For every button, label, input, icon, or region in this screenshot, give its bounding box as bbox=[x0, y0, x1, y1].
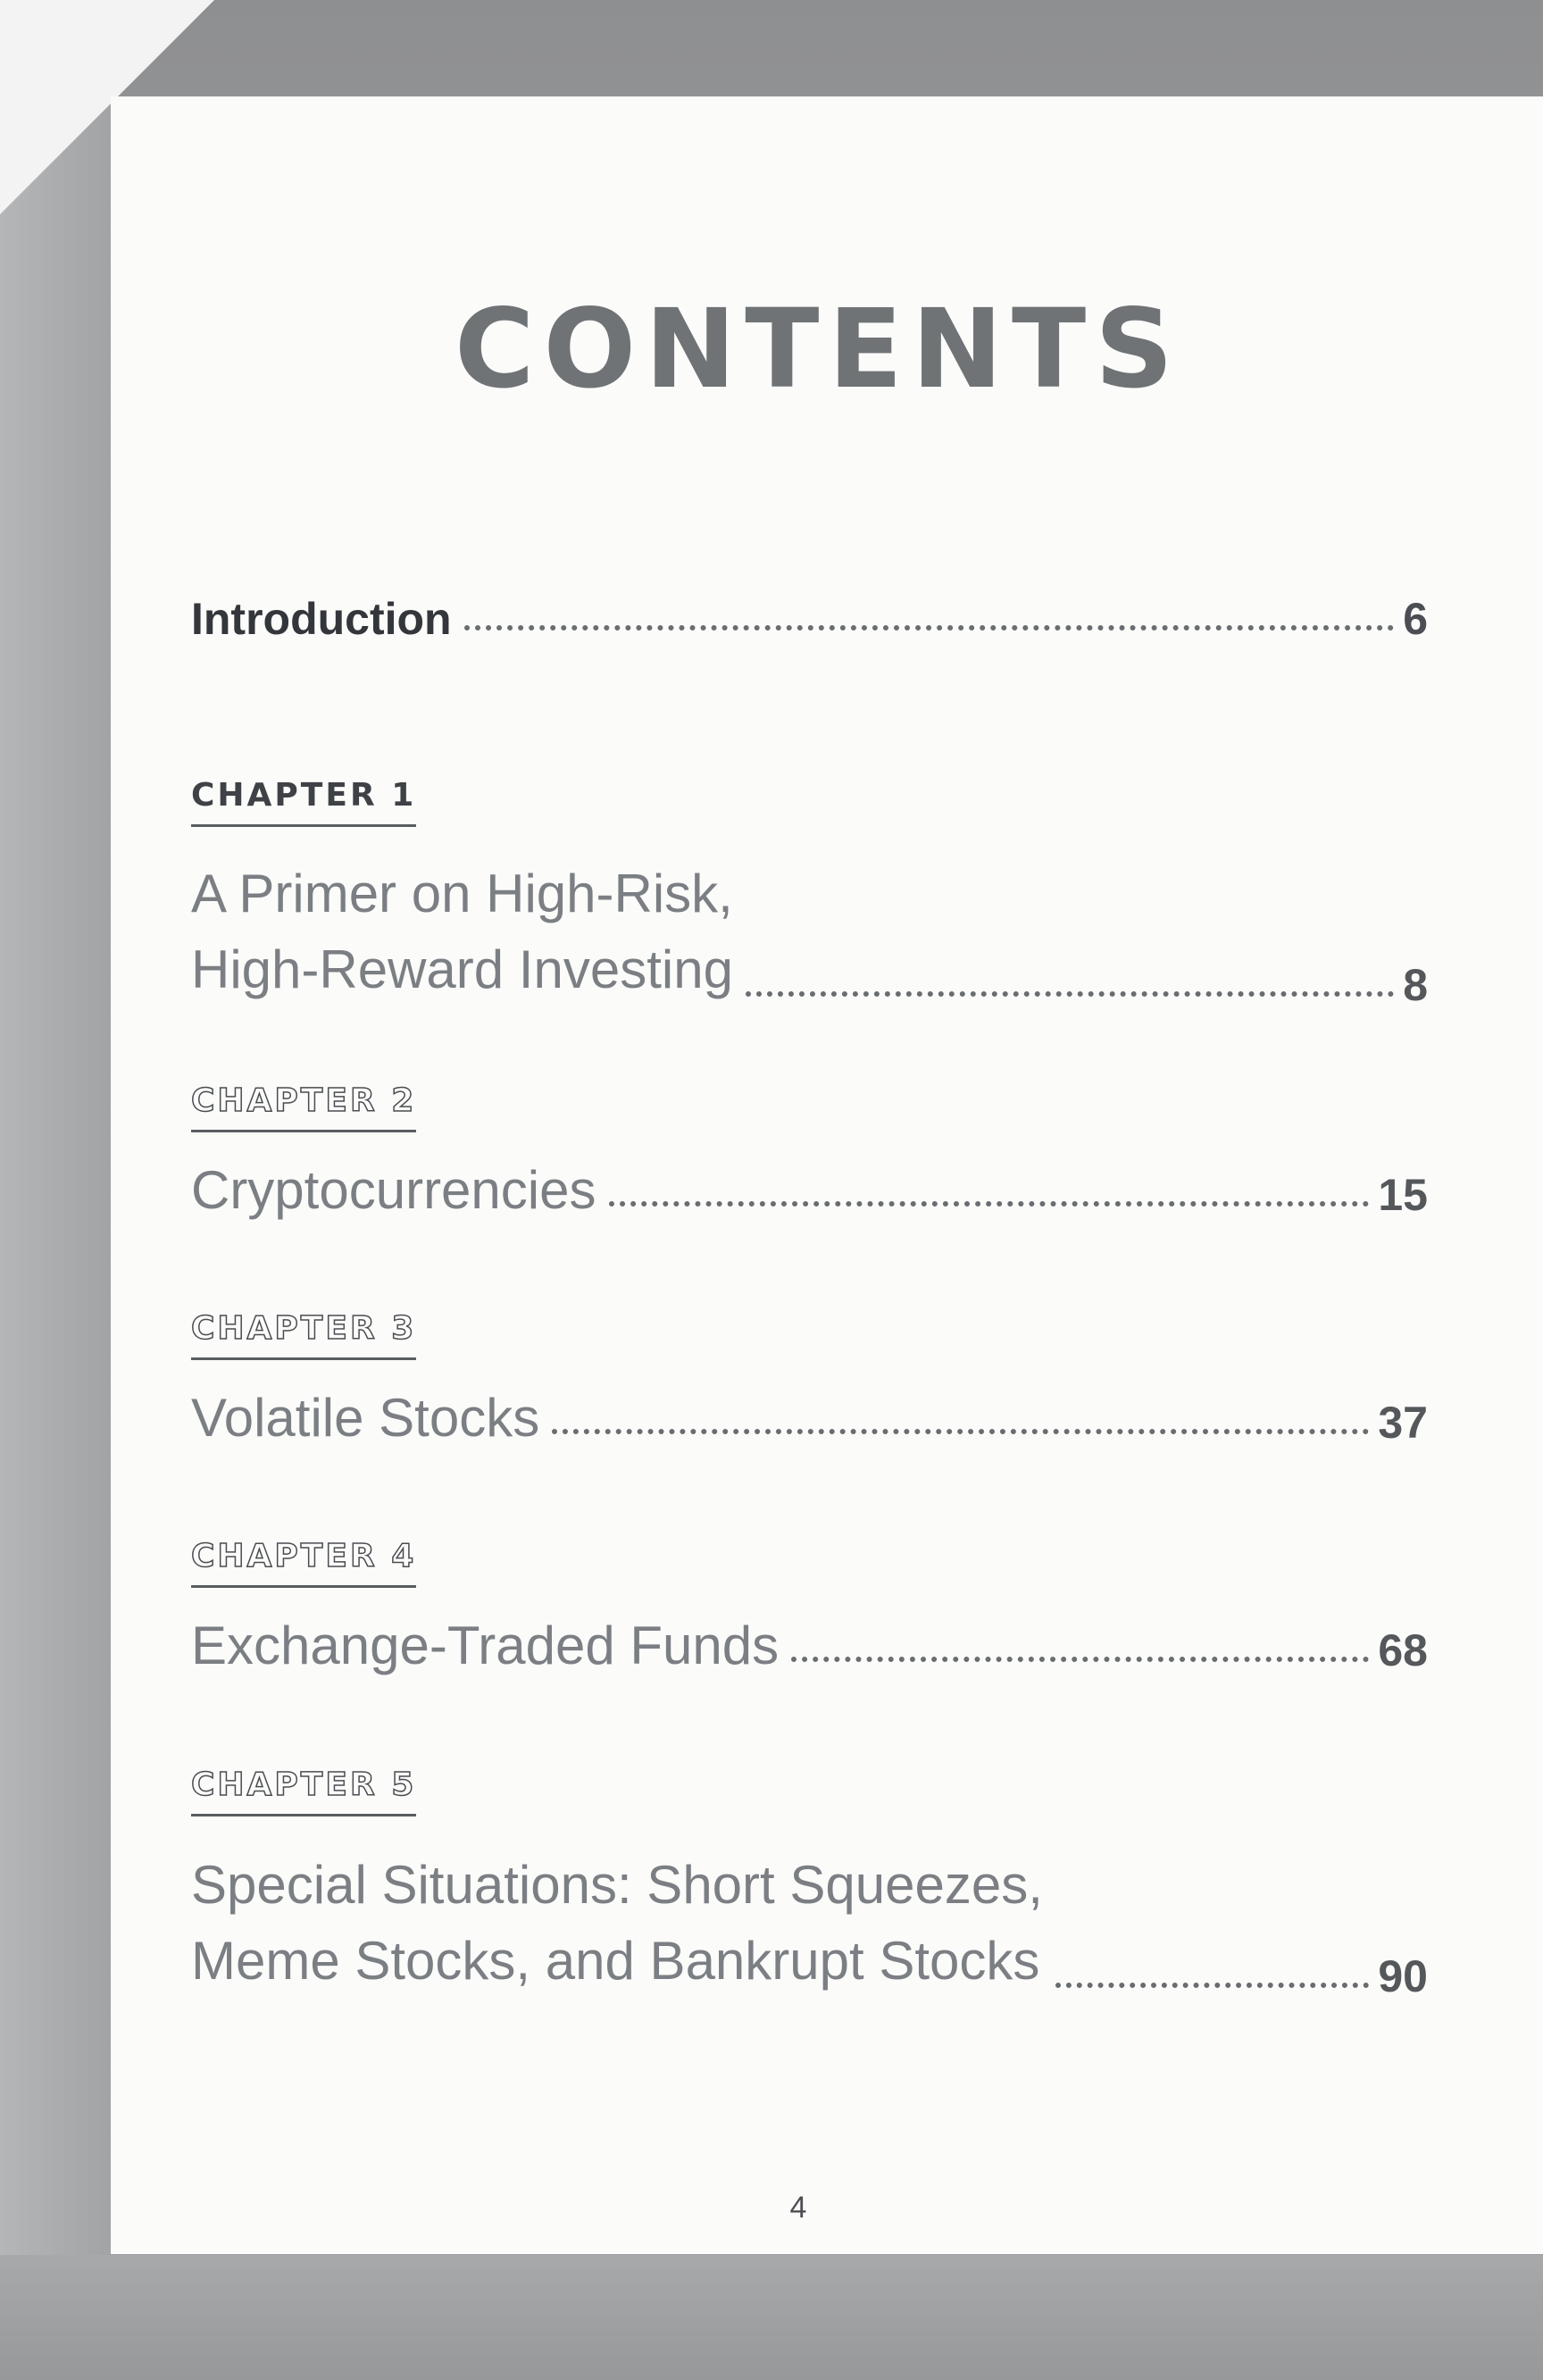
dot-leader bbox=[791, 1657, 1369, 1662]
chapter-label: CHAPTER 4 bbox=[191, 1541, 416, 1588]
toc-page-number: 68 bbox=[1378, 1625, 1428, 1675]
toc-entry-title: Cryptocurrencies bbox=[191, 1160, 596, 1220]
toc-title-line: A Primer on High-Risk, bbox=[191, 864, 733, 923]
toc-entry-chapter-2[interactable] bbox=[191, 1160, 1428, 1220]
dot-leader bbox=[609, 1201, 1370, 1207]
toc-entry-title: Exchange-Traded Funds bbox=[191, 1616, 780, 1675]
toc-entry-introduction[interactable] bbox=[191, 594, 1428, 644]
toc-entry-chapter-4[interactable] bbox=[191, 1616, 1428, 1675]
chapter-label: CHAPTER 2 bbox=[191, 1085, 416, 1132]
toc-page-number: 6 bbox=[1403, 594, 1428, 644]
dot-leader bbox=[464, 625, 1395, 630]
toc-page-number: 90 bbox=[1378, 1951, 1428, 2002]
chapter-label: CHAPTER 3 bbox=[191, 1313, 416, 1360]
dot-leader bbox=[1055, 1983, 1369, 1988]
toc-title-line: High-Reward Investing bbox=[191, 939, 733, 1000]
toc-entry-title: Introduction bbox=[191, 594, 452, 644]
toc-entry-chapter-3[interactable] bbox=[191, 1388, 1428, 1448]
toc-title-line: Special Situations: Short Squeezes, bbox=[191, 1855, 1043, 1915]
toc-page-number: 8 bbox=[1403, 960, 1428, 1011]
book-page bbox=[111, 96, 1543, 2254]
toc-page-number: 37 bbox=[1378, 1398, 1428, 1448]
toc-entry-chapter-5[interactable] bbox=[191, 1847, 1428, 2002]
toc-page-number: 15 bbox=[1378, 1170, 1428, 1220]
toc-entry-chapter-1[interactable] bbox=[191, 856, 1428, 1011]
scan-left-edge bbox=[0, 98, 111, 2380]
contents-title: CONTENTS bbox=[454, 286, 1183, 413]
toc-title-line: Meme Stocks, and Bankrupt Stocks bbox=[191, 1931, 1040, 1992]
scan-bottom-edge bbox=[0, 2255, 1543, 2380]
dot-leader bbox=[746, 991, 1394, 997]
toc-entry-title bbox=[191, 1847, 1043, 1999]
chapter-label: CHAPTER 5 bbox=[191, 1769, 416, 1816]
dot-leader bbox=[552, 1429, 1369, 1434]
chapter-label: CHAPTER 1 bbox=[191, 780, 416, 827]
toc-entry-title bbox=[191, 856, 733, 1007]
toc-entry-title: Volatile Stocks bbox=[191, 1388, 540, 1448]
page-number: 4 bbox=[789, 2191, 807, 2225]
